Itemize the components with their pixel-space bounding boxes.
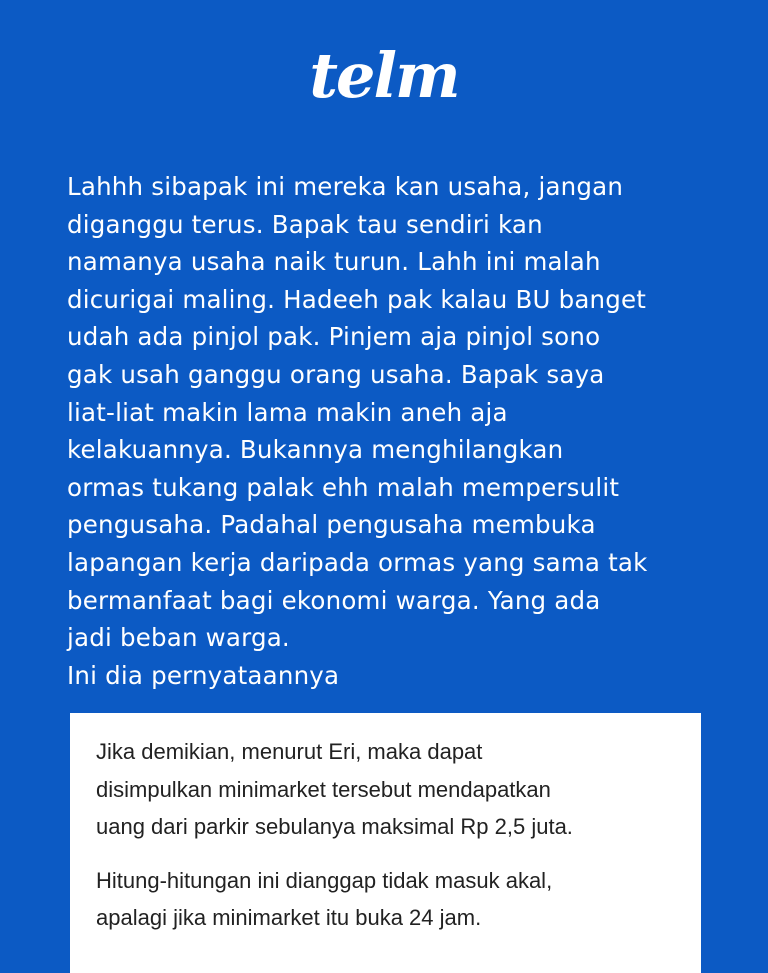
brand-logo — [0, 36, 768, 116]
quote-paragraph-2: Hitung-hitungan ini dianggap tidak masuk akal, apalagi jika minimarket itu buka 24 jam. — [96, 867, 553, 930]
logo-wordmark: telm — [309, 39, 459, 112]
quote-paragraph-1: Jika demikian, menurut Eri, maka dapat disimpulkan minimarket tersebut mendapatkan uang dari parkir sebulanya maksimal Rp 2,5 juta. — [96, 739, 573, 839]
post-caption: Lahhh sibapak ini mereka kan usaha, jangan diganggu terus. Bapak tau sendiri kan namanya usaha naik turun. Lahh ini malah dicurigai maling. Hadeeh pak kalau BU banget udah ada pinjol pak. Pinjem aja pinjol sono gak usah ganggu orang usaha. Bapak saya liat-liat makin lama makin aneh aja kelakuannya. Bukannya menghilangkan ormas tukang palak ehh malah mempersulit pengusaha. Padahal pengusaha membuka lapangan kerja daripada ormas yang sama tak bermanfaat bagi ekonomi warga. Yang ada jadi beban warga. Ini dia pernyataannya — [67, 172, 648, 690]
quoted-article-card — [70, 713, 701, 973]
